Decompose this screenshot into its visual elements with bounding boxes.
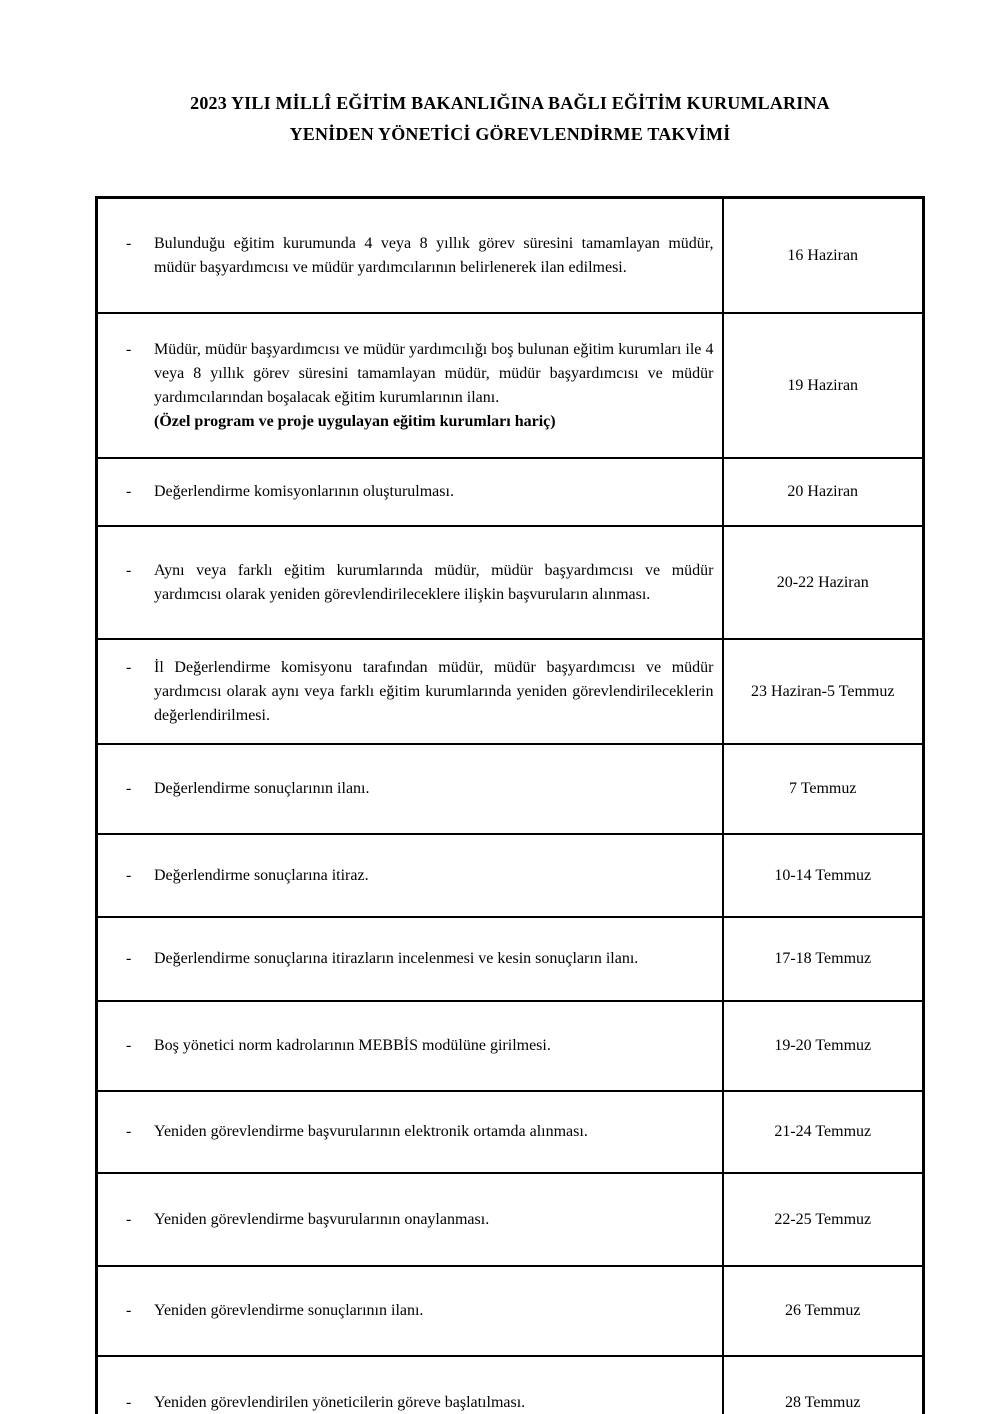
activity-cell [97,458,723,526]
schedule-table [95,196,925,1414]
activity-text: Yeniden görevlendirilen yöneticilerin göreve başlatılması. [154,1393,526,1411]
table-row [97,1356,923,1414]
activity-cell [97,1001,723,1091]
activity-cell [97,744,723,834]
page-title-line1: 2023 YILI MİLLÎ EĞİTİM BAKANLIĞINA BAĞLI EĞİTİM KURUMLARINA [190,93,830,113]
activity-cell [97,834,723,917]
date-cell: 21-24 Temmuz [723,1091,924,1173]
date-cell: 10-14 Temmuz [723,834,924,917]
page-content [95,0,925,1414]
bullet-dash: - [126,483,132,500]
bullet-dash: - [126,1037,132,1054]
bullet-dash: - [126,780,132,797]
date-cell: 7 Temmuz [723,744,924,834]
activity-text: İl Değerlendirme komisyonu tarafından müdür, müdür başyardımcısı ve müdür yardımcısı olarak aynı veya farklı eğitim kurumlarında yeniden görevlendirileceklerin değerlendirilmesi. [154,658,714,724]
table-row [97,198,923,313]
bullet-dash: - [126,1210,132,1228]
activity-cell [97,1356,723,1414]
table-row [97,744,923,834]
activity-cell [97,1091,723,1173]
activity-text: Değerlendirme sonuçlarının ilanı. [154,780,370,797]
date-cell: 23 Haziran-5 Temmuz [723,639,924,744]
activity-text: Aynı veya farklı eğitim kurumlarında müdür, müdür başyardımcısı ve müdür yardımcısı olarak yeniden görevlendirileceklere ilişkin başvuruların alınması. [154,561,714,603]
activity-cell [97,526,723,639]
date-cell: 20-22 Haziran [723,526,924,639]
activity-text: Boş yönetici norm kadrolarının MEBBİS modülüne girilmesi. [154,1037,551,1054]
date-cell: 17-18 Temmuz [723,917,924,1001]
table-row [97,917,923,1001]
date-cell: 20 Haziran [723,458,924,526]
date-cell: 19-20 Temmuz [723,1001,924,1091]
page-title [95,88,925,150]
activity-text: Yeniden görevlendirme başvurularının elektronik ortamda alınması. [154,1123,588,1140]
date-cell: 22-25 Temmuz [723,1173,924,1266]
activity-text: Yeniden görevlendirme başvurularının onaylanması. [154,1210,490,1228]
activity-cell [97,917,723,1001]
bullet-dash: - [126,340,132,358]
activity-bold-note: (Özel program ve proje uygulayan eğitim kurumları hariç) [154,412,556,430]
activity-text: Müdür, müdür başyardımcısı ve müdür yardımcılığı boş bulunan eğitim kurumları ile 4 veya 8 yıllık görev süresini tamamlayan müdür, müdür başyardımcısı ve müdür yardımcılarından boşalacak eğitim kurumlarının ilanı. [154,340,714,406]
table-row [97,526,923,639]
activity-cell [97,313,723,458]
date-cell: 26 Temmuz [723,1266,924,1356]
activity-text: Değerlendirme sonuçlarına itiraz. [154,866,369,884]
table-row [97,1091,923,1173]
bullet-dash: - [126,1302,132,1319]
activity-text: Yeniden görevlendirme sonuçlarının ilanı. [154,1302,424,1319]
bullet-dash: - [126,1123,132,1140]
date-cell: 28 Temmuz [723,1356,924,1414]
table-row [97,313,923,458]
bullet-dash: - [126,234,132,252]
bullet-dash: - [126,950,132,967]
activity-cell [97,639,723,744]
bullet-dash: - [126,658,132,676]
page-title-line2: YENİDEN YÖNETİCİ GÖREVLENDİRME TAKVİMİ [289,124,731,144]
activity-text: Bulunduğu eğitim kurumunda 4 veya 8 yıllık görev süresini tamamlayan müdür, müdür başyardımcısı ve müdür yardımcılarının belirlenerek ilan edilmesi. [154,234,714,276]
activity-cell [97,1266,723,1356]
table-row [97,1173,923,1266]
bullet-dash: - [126,561,132,579]
date-cell: 19 Haziran [723,313,924,458]
table-row [97,1266,923,1356]
bullet-dash: - [126,866,132,884]
table-row [97,639,923,744]
activity-text: Değerlendirme sonuçlarına itirazların incelenmesi ve kesin sonuçların ilanı. [154,950,639,967]
bullet-dash: - [126,1393,132,1411]
table-row [97,458,923,526]
activity-text: Değerlendirme komisyonlarının oluşturulması. [154,483,454,500]
table-row [97,834,923,917]
schedule-table-body [97,198,923,1414]
date-cell: 16 Haziran [723,198,924,313]
activity-cell [97,1173,723,1266]
table-row [97,1001,923,1091]
activity-cell [97,198,723,313]
